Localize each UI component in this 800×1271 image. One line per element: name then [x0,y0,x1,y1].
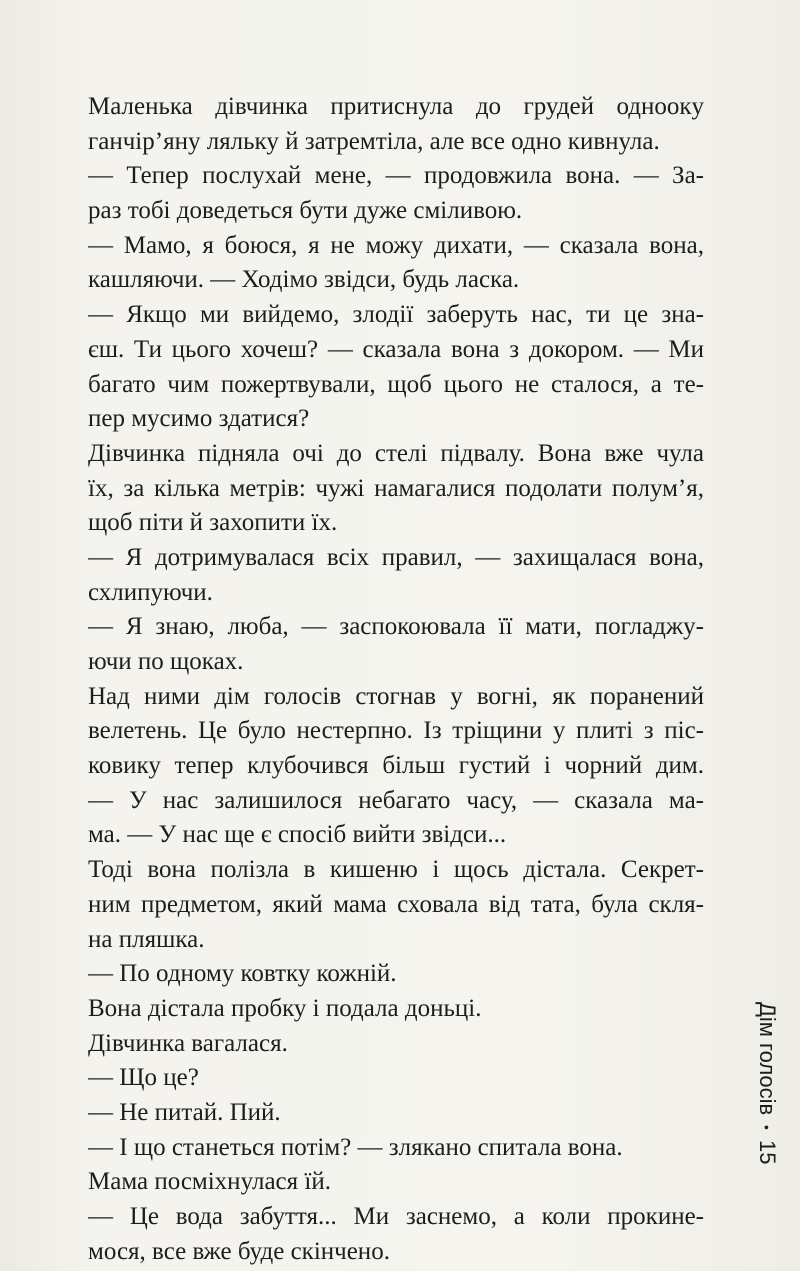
text-line: Дівчинка вагалася. [88,1029,288,1057]
text-line: єш. Ти цього хочеш? — сказала вона з докором. — Ми [88,335,704,363]
text-line: велетень. Це було нестерпно. Із тріщини у плиті з піс- [88,717,704,745]
text-line: Дівчинка підняла очі до стелі підвалу. Вона вже чула [88,439,704,467]
text-line: Маленька дівчинка притиснула до грудей одноокy [88,93,704,120]
running-head-title: Дім голосів [755,1002,780,1116]
text-line: Тоді вона полізла в кишеню і щось дістала. Секрет- [88,856,704,884]
text-line: Вона дістала пробку і подала доньці. [88,994,482,1022]
text-line: ганчір’яну ляльку й затремтіла, але все одно кивнула. [88,127,660,155]
running-head-separator: • [759,1125,775,1131]
text-line: Над ними дім голосів стогнав у вогні, як поранений [88,682,704,710]
text-line: кашляючи. — Ходімо звідси, будь ласка. [88,266,520,294]
body-text [88,90,704,1269]
text-line: схлипуючи. [88,578,213,606]
text-line: на пляшка. [88,925,205,953]
text-line: раз тобі доведеться бути дуже сміливою. [88,197,523,225]
text-line: їх, за кілька метрів: чужі намагалися подолати полум’я, [88,474,704,502]
page-number: 15 [755,1140,780,1165]
text-line: — Я дотримувалася всіх правил, — захищалася вона, [88,543,704,571]
text-line: Мама посміхнулася їй. [88,1168,331,1196]
text-line: — Я знаю, люба, — заспокоювала її мати, погладжу- [88,613,704,641]
text-line: багато чим пожертвували, щоб цього не сталося, а те- [88,370,704,398]
text-line: ковику тепер клубочився більш густий і чорний дим. [88,752,704,780]
text-line: — Якщо ми вийдемо, злодії заберуть нас, ти це зна- [88,301,704,329]
text-line: пер мусимо здатися? [88,405,310,433]
text-line: ючи по щоках. [88,648,244,675]
text-line: мося, все вже буде скінчено. [88,1237,390,1265]
text-line: — Що це? [88,1064,199,1092]
text-line: — Це вода забуття... Ми заснемо, а коли прокине- [88,1203,704,1230]
text-line: — У нас залишилося небагато часу, — сказала ма- [88,786,704,814]
text-line: — Не питай. Пий. [88,1098,281,1126]
text-line: — Мамо, я боюся, я не можу дихати, — сказала вона, [88,231,704,259]
text-line: ним предметом, який мама сховала від тата, була скля- [88,890,704,918]
text-line: — І що станеться потім? — злякано спитала вона. [88,1133,623,1161]
text-line: — Тепер послухай мене, — продовжила вона. — За- [88,162,704,190]
text-line: — По одному ковтку кожній. [88,960,397,988]
text-line: щоб піти й захопити їх. [88,509,338,537]
text-line: ма. — У нас ще є спосіб вийти звідси... [88,821,507,849]
running-head [752,1002,782,1202]
